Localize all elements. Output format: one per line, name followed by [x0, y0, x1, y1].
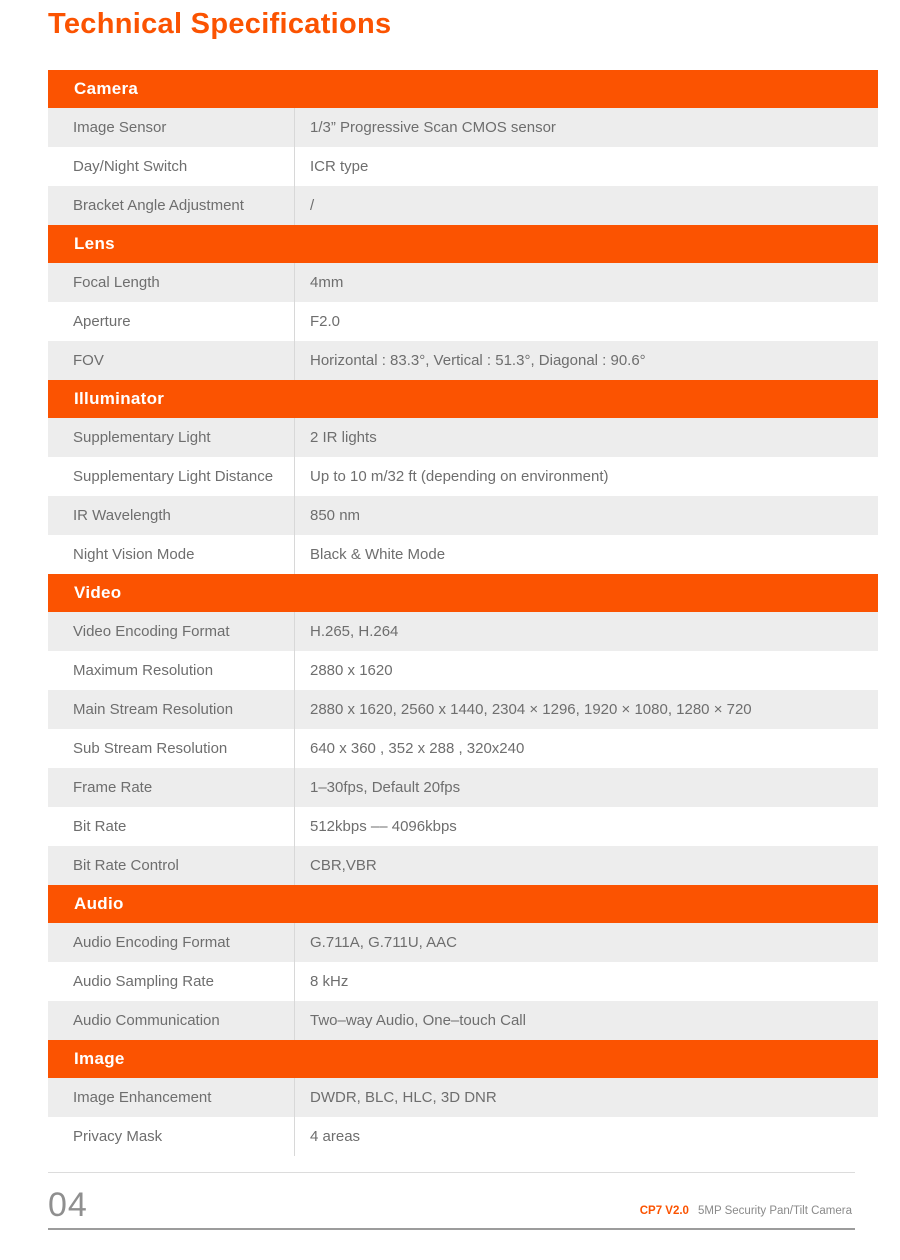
section-header [48, 1040, 878, 1078]
spec-label: Bracket Angle Adjustment [48, 186, 295, 225]
section-rows [48, 923, 878, 1040]
spec-label: IR Wavelength [48, 496, 295, 535]
spec-label: Privacy Mask [48, 1117, 295, 1156]
table-row [48, 341, 878, 380]
spec-label: Audio Encoding Format [48, 923, 295, 962]
table-row [48, 768, 878, 807]
spec-value: DWDR, BLC, HLC, 3D DNR [310, 1089, 497, 1106]
table-row [48, 108, 878, 147]
spec-value: 1/3” Progressive Scan CMOS sensor [310, 119, 556, 136]
section-header [48, 380, 878, 418]
spec-label: Main Stream Resolution [48, 690, 295, 729]
spec-label: Supplementary Light [48, 418, 295, 457]
spec-value: 2 IR lights [310, 429, 377, 446]
spec-value: Up to 10 m/32 ft (depending on environment) [310, 468, 609, 485]
spec-label: Sub Stream Resolution [48, 729, 295, 768]
table-row [48, 612, 878, 651]
table-row [48, 457, 878, 496]
table-row [48, 807, 878, 846]
table-row [48, 418, 878, 457]
spec-label: Night Vision Mode [48, 535, 295, 574]
spec-value: 4 areas [310, 1128, 361, 1145]
section-rows [48, 263, 878, 380]
section-rows [48, 108, 878, 225]
section-header [48, 225, 878, 263]
spec-section [48, 1040, 878, 1156]
spec-label: Video Encoding Format [48, 612, 295, 651]
spec-value: ICR type [310, 158, 369, 175]
spec-label: Bit Rate [48, 807, 295, 846]
page-title: Technical Specifications [48, 8, 392, 40]
table-row [48, 651, 878, 690]
section-rows [48, 612, 878, 885]
spec-section [48, 380, 878, 574]
section-header-title: Audio [74, 894, 124, 913]
spec-label: Focal Length [48, 263, 295, 302]
table-row [48, 535, 878, 574]
section-header-title: Image [74, 1049, 125, 1068]
product-code: CP7 V2.0 [639, 1205, 689, 1217]
spec-label: Image Sensor [48, 108, 295, 147]
spec-section [48, 70, 878, 225]
spec-value: 640 x 360 , 352 x 288 , 320x240 [310, 740, 525, 757]
spec-value: CBR,VBR [310, 857, 377, 874]
footer-product-info [640, 1205, 852, 1217]
section-header-title: Illuminator [74, 389, 165, 408]
spec-value: 512kbps –– 4096kbps [310, 818, 457, 835]
footer-divider-thin [48, 1172, 855, 1173]
table-row [48, 302, 878, 341]
table-row [48, 690, 878, 729]
table-row [48, 1001, 878, 1040]
page-number: 04 [48, 1186, 88, 1224]
spec-value: Black & White Mode [310, 546, 446, 563]
spec-value: Horizontal : 83.3°, Vertical : 51.3°, Diagonal : 90.6° [310, 352, 646, 369]
spec-table [48, 70, 878, 1156]
spec-value: 4mm [310, 274, 344, 291]
section-header [48, 574, 878, 612]
section-header-title: Camera [74, 79, 139, 98]
spec-value: F2.0 [310, 313, 341, 330]
table-row [48, 186, 878, 225]
table-row [48, 923, 878, 962]
spec-value: H.265, H.264 [310, 623, 399, 640]
spec-section [48, 885, 878, 1040]
spec-value: 1–30fps, Default 20fps [310, 779, 461, 796]
spec-label: Audio Communication [48, 1001, 295, 1040]
product-name: 5MP Security Pan/Tilt Camera [697, 1205, 852, 1217]
section-header-title: Lens [74, 234, 115, 253]
table-row [48, 1078, 878, 1117]
spec-value: 8 kHz [310, 973, 349, 990]
section-rows [48, 1078, 878, 1156]
spec-label: Image Enhancement [48, 1078, 295, 1117]
footer-divider-thick [48, 1228, 855, 1230]
table-row [48, 729, 878, 768]
table-row [48, 962, 878, 1001]
spec-label: Maximum Resolution [48, 651, 295, 690]
spec-label: Day/Night Switch [48, 147, 295, 186]
table-row [48, 496, 878, 535]
spec-label: FOV [48, 341, 295, 380]
spec-label: Aperture [48, 302, 295, 341]
section-header [48, 70, 878, 108]
spec-label: Bit Rate Control [48, 846, 295, 885]
table-row [48, 147, 878, 186]
spec-value: 2880 x 1620 [310, 662, 393, 679]
table-row [48, 1117, 878, 1156]
section-header-title: Video [74, 583, 122, 602]
spec-value: 850 nm [310, 507, 361, 524]
section-header [48, 885, 878, 923]
spec-value: 2880 x 1620, 2560 x 1440, 2304 × 1296, 1920 × 1080, 1280 × 720 [310, 701, 752, 718]
spec-value: / [310, 197, 315, 214]
spec-section [48, 225, 878, 380]
table-row [48, 846, 878, 885]
spec-label: Frame Rate [48, 768, 295, 807]
table-row [48, 263, 878, 302]
spec-label: Audio Sampling Rate [48, 962, 295, 1001]
spec-section [48, 574, 878, 885]
spec-label: Supplementary Light Distance [48, 457, 295, 496]
section-rows [48, 418, 878, 574]
spec-value: Two–way Audio, One–touch Call [310, 1012, 526, 1029]
spec-value: G.711A, G.711U, AAC [310, 934, 458, 951]
